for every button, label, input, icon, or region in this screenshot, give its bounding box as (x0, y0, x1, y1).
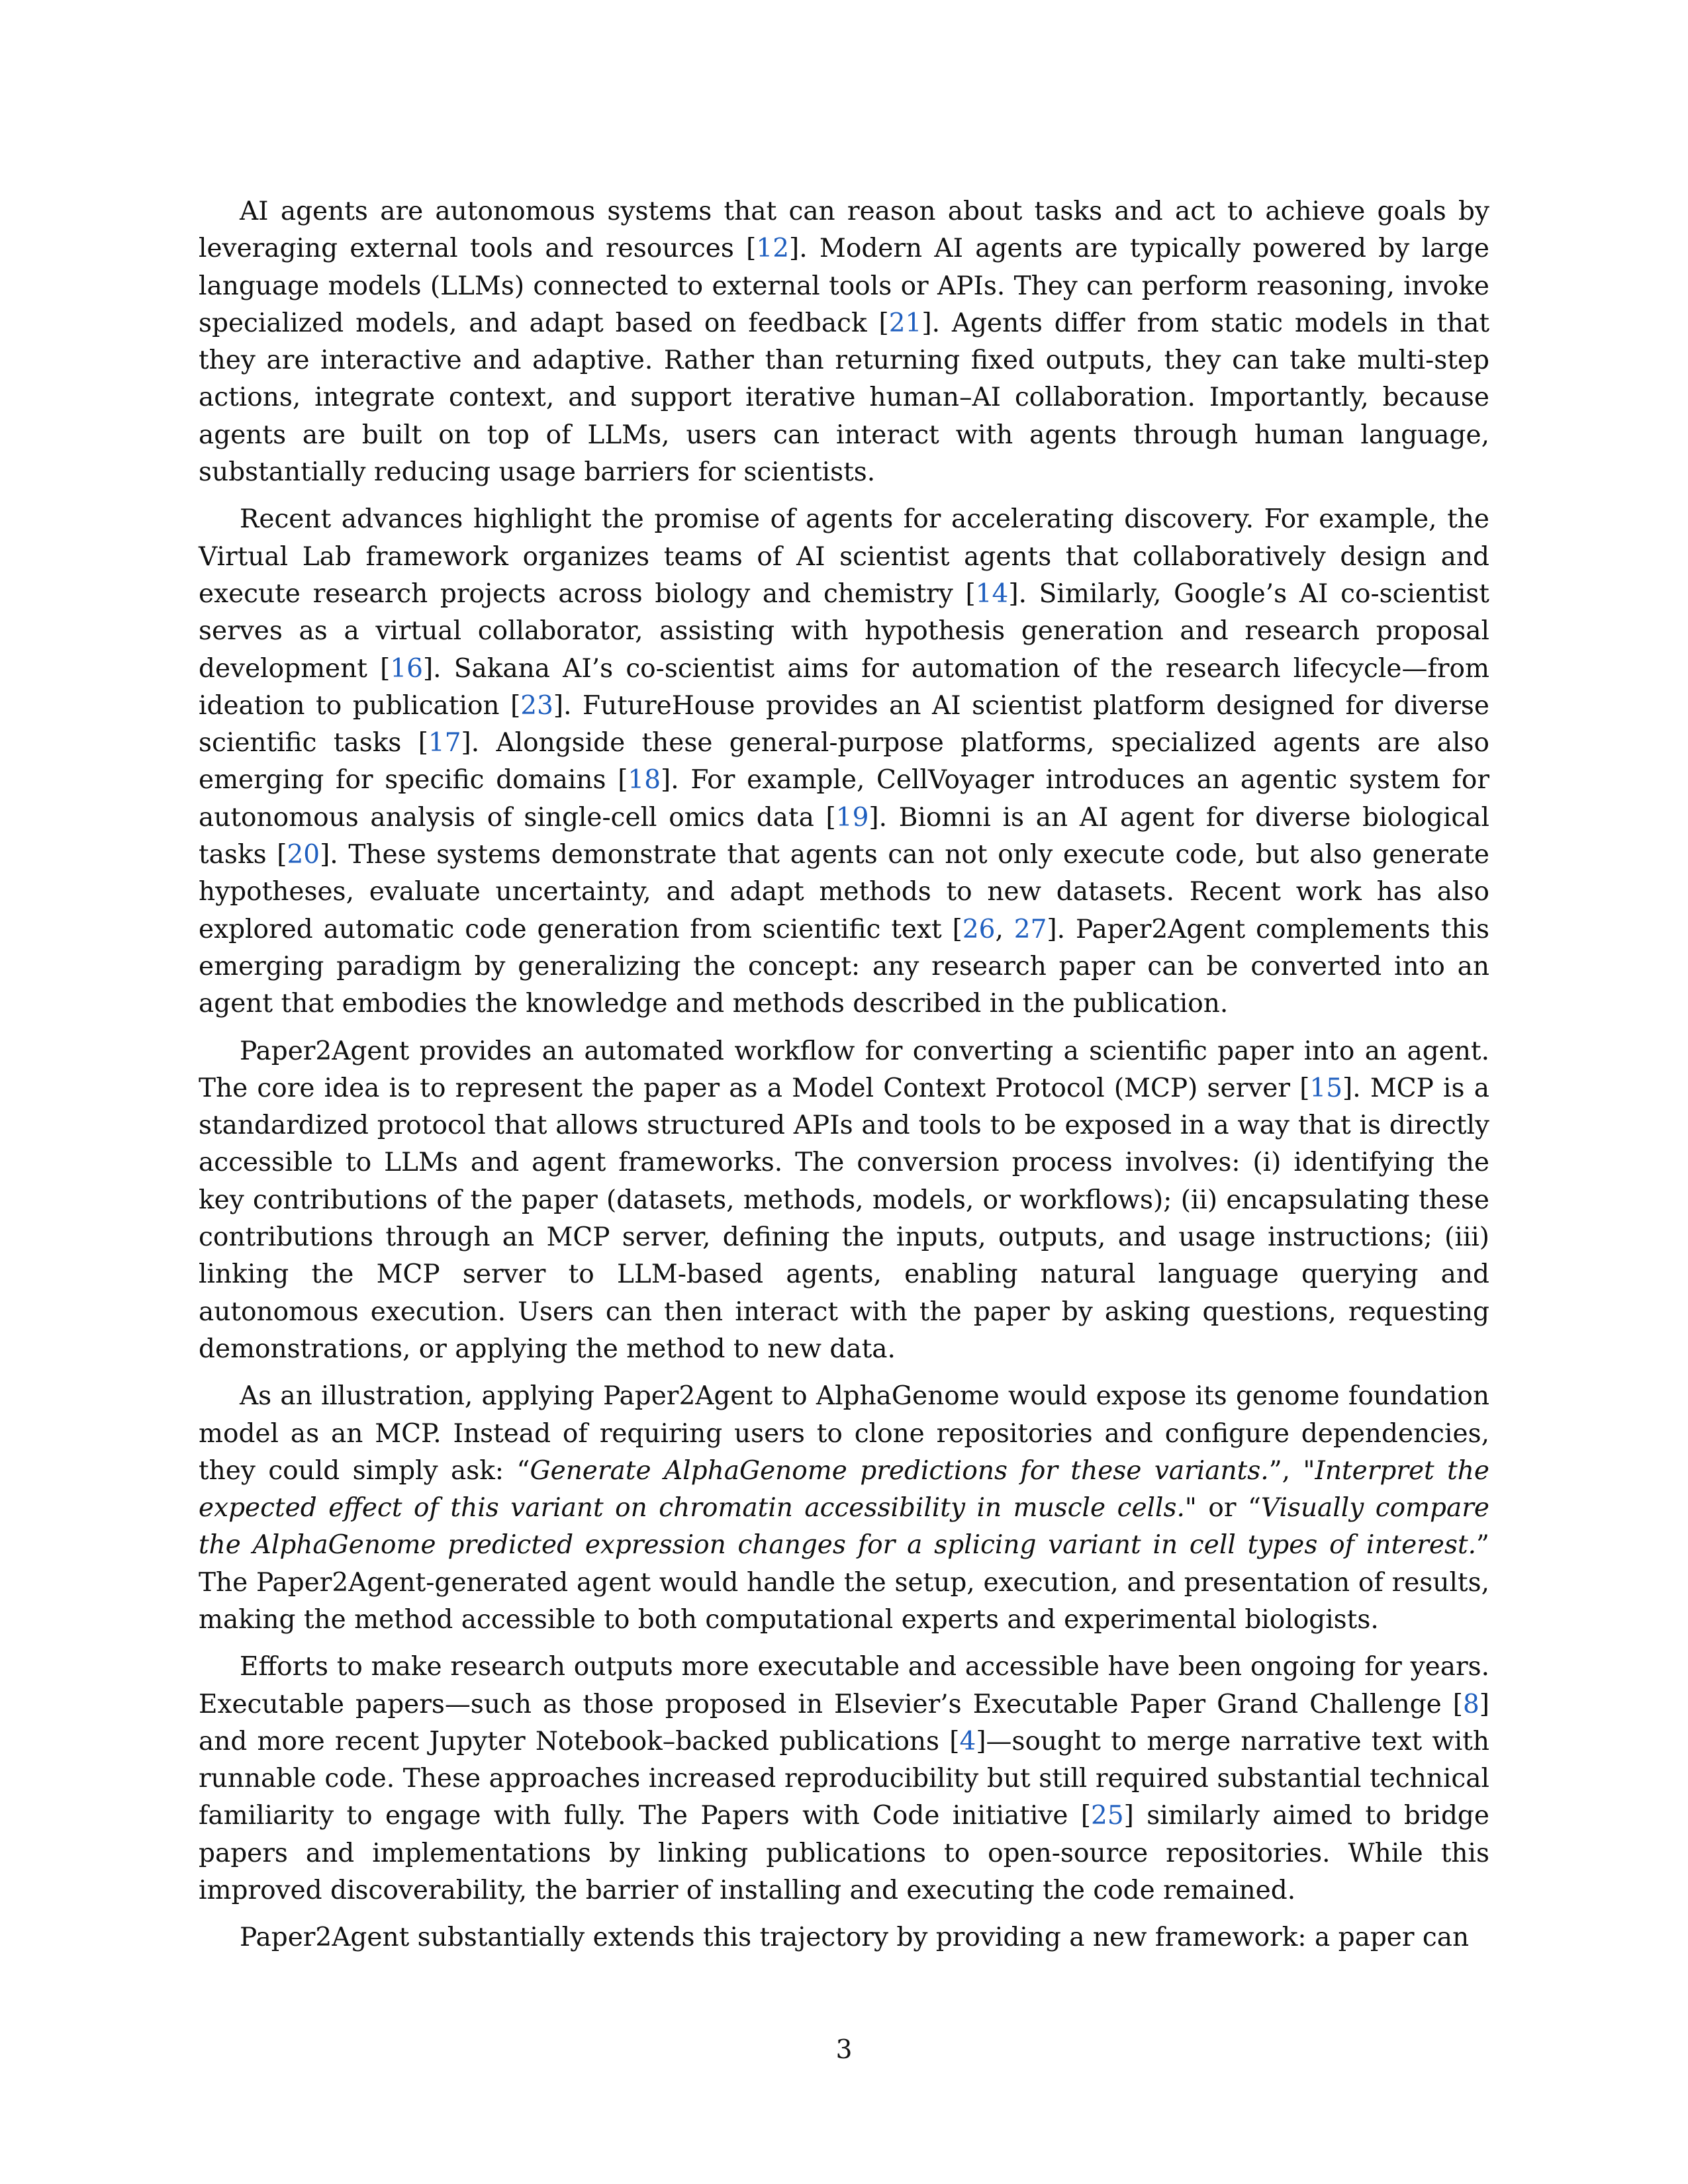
citation-link[interactable]: 26 (962, 914, 996, 944)
page-body (199, 193, 1489, 1967)
citation-link[interactable]: 23 (520, 690, 553, 721)
paragraph-text: AI agents are autonomous systems that can reason about tasks and act to achieve goals by leveraging external tools and resources [ (199, 197, 1489, 264)
paragraph-text: ]. For example, CellVoyager introduces an agentic system for autonomous analysis of single-cell omics data [ (199, 765, 1489, 833)
citation-link[interactable]: 21 (888, 308, 922, 338)
paragraph-text: ]. Alongside these general-purpose platforms, specialized agents are also emerging for specific domains [ (199, 728, 1489, 796)
citation-link[interactable]: 27 (1013, 914, 1047, 944)
paragraph-text: ” The Paper2Agent-generated agent would handle the setup, execution, and presentation of results, making the method accessible to both computational experts and experimental biologists. (199, 1530, 1489, 1635)
example-query-text: Interpret the expected effect of this variant on chromatin accessibility in muscle cells. (199, 1455, 1490, 1524)
paragraph-text: ] similarly aimed to bridge papers and implementations by linking publications to open-source repositories. While this improved discoverability, the barrier of installing and executing the code remained. (199, 1801, 1489, 1906)
citation-link[interactable]: 15 (1309, 1073, 1343, 1103)
paragraph-text: ]. Paper2Agent complements this emerging paradigm by generalizing the concept: any research paper can be converted into an agent that embodies the knowledge and methods described in the publication. (199, 914, 1490, 1019)
citation-link[interactable]: 16 (390, 653, 423, 684)
paragraph-text: ]. These systems demonstrate that agents can not only execute code, but also generate hypotheses, evaluate uncertainty, and adapt methods to new datasets. Recent work has also explored automatic code generation from scientific text [ (199, 840, 1489, 944)
citation-link[interactable]: 18 (628, 765, 661, 796)
paragraph-text: " or “ (1184, 1493, 1261, 1524)
paragraph-paper2agent-extends (199, 1919, 1489, 1956)
citation-link[interactable]: 20 (287, 840, 320, 870)
paragraph-text: Paper2Agent provides an automated workflow for converting a scientific paper into an agent. The core idea is to represent the paper as a Model Context Protocol (MCP) server [ (199, 1036, 1489, 1103)
paragraph-text: Recent advances highlight the promise of agents for accelerating discovery. For example, the Virtual Lab framework organizes teams of AI scientist agents that collaboratively design and execute research projects across biology and chemistry [ (199, 504, 1489, 609)
citation-link[interactable]: 25 (1091, 1801, 1124, 1831)
paragraph-text: ]—sought to merge narrative text with runnable code. These approaches increased reproducibility but still required substantial technical familiarity to engage with fully. The Papers with Code initiative [ (199, 1726, 1489, 1831)
paragraph-paper2agent-workflow (199, 1033, 1489, 1369)
paragraph-text: ]. FutureHouse provides an AI scientist platform designed for diverse scientific tasks [ (199, 690, 1489, 758)
paragraph-text: ]. Modern AI agents are typically powered by large language models (LLMs) connected to external tools or APIs. They can perform reasoning, invoke specialized models, and adapt based on feedback [ (199, 234, 1489, 338)
paragraph-text: ] and more recent Jupyter Notebook–backed publications [ (199, 1689, 1489, 1756)
citation-link[interactable]: 17 (428, 728, 461, 758)
paragraph-alphagenome-illustration (199, 1378, 1489, 1639)
paragraph-text: Paper2Agent substantially extends this trajectory by providing a new framework: a paper can (240, 1923, 1470, 1953)
paragraph-text: , (995, 914, 1014, 944)
citation-link[interactable]: 8 (1462, 1689, 1479, 1719)
example-query-text: Generate AlphaGenome predictions for these variants. (530, 1455, 1269, 1486)
paragraph-text: ]. Similarly, Google’s AI co-scientist serves as a virtual collaborator, assisting with hypothesis generation and research proposal development [ (199, 578, 1489, 684)
citation-link[interactable]: 14 (975, 578, 1009, 609)
paragraph-text: ]. Sakana AI’s co-scientist aims for automation of the research lifecycle—from ideation to publication [ (199, 653, 1489, 721)
paragraph-text: ”, " (1268, 1455, 1315, 1486)
page-number: 3 (835, 2035, 853, 2065)
citation-link[interactable]: 4 (959, 1726, 976, 1756)
paragraph-executable-papers (199, 1649, 1489, 1909)
paragraph-text: ]. Biomni is an AI agent for diverse biological tasks [ (199, 802, 1489, 870)
paragraph-text: ]. Agents differ from static models in that they are interactive and adaptive. Rather than returning fixed outputs, they can take multi-step actions, integrate context, and support iterative human–AI collaboration. Importantly, because agents are built on top of LLMs, users can interact with agents through human language, substantially reducing usage barriers for scientists. (199, 308, 1489, 488)
paragraph-recent-advances (199, 501, 1489, 1023)
citation-link[interactable]: 12 (756, 234, 790, 264)
paragraph-text: Efforts to make research outputs more executable and accessible have been ongoing for years. Executable papers—such as those proposed in Elsevier’s Executable Paper Grand Challenge [ (199, 1652, 1489, 1719)
example-query-text: Visually compare the AlphaGenome predicted expression changes for a splicing variant in cell types of interest. (199, 1493, 1489, 1561)
paragraph-agents-intro (199, 193, 1489, 491)
paragraph-text: ]. MCP is a standardized protocol that allows structured APIs and tools to be exposed in a way that is directly accessible to LLMs and agent frameworks. The conversion process involves: (i) identifying the key contributions of the paper (datasets, methods, models, or workflows); (ii) encapsulating these contributions through an MCP server, defining the inputs, outputs, and usage instructions; (iii) linking the MCP server to LLM-based agents, enabling natural language querying and autonomous execution. Users can then interact with the paper by asking questions, requesting demonstrations, or applying the method to new data. (199, 1073, 1489, 1364)
citation-link[interactable]: 19 (835, 802, 869, 833)
paragraph-text: As an illustration, applying Paper2Agent to AlphaGenome would expose its genome foundation model as an MCP. Instead of requiring users to clone repositories and configure dependencies, they could simply ask: “ (199, 1381, 1489, 1486)
